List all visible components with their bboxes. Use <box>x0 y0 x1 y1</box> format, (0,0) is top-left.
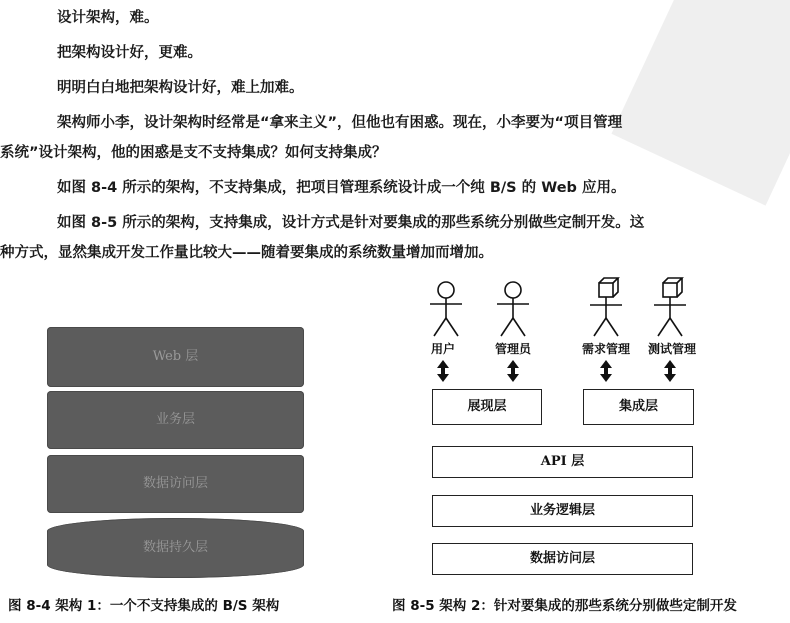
test-system-actor-icon <box>654 278 686 336</box>
paragraph-5: 如图 8-4 所示的架构，不支持集成，把项目管理系统设计成一个纯 B/S 的 Web 应用。 <box>57 180 626 196</box>
requirements-arrow-icon <box>600 360 612 382</box>
integration-layer-box: 集成层 <box>583 389 694 425</box>
layer-persistence: 数据持久层 <box>47 518 304 578</box>
layer-data-access: 数据访问层 <box>47 455 304 513</box>
paragraph-3: 明明白白地把架构设计好，难上加难。 <box>57 80 304 96</box>
actor-label-admin: 管理员 <box>494 342 531 356</box>
figure-8-4-caption: 图 8-4 架构 1：一个不支持集成的 B/S 架构 <box>8 598 280 614</box>
figure-8-5-caption: 图 8-5 架构 2：针对要集成的那些系统分别做些定制开发 <box>392 598 737 614</box>
actor-label-test: 测试管理 <box>647 342 696 356</box>
paragraph-4-line-1: 架构师小李，设计架构时经常是“拿来主义”，但他也有困惑。现在，小李要为“项目管理 <box>57 115 623 131</box>
actor-label-user: 用户 <box>430 342 455 356</box>
paragraph-6-line-1: 如图 8-5 所示的架构，支持集成，设计方式是针对要集成的那些系统分别做些定制开发。这 <box>57 215 645 231</box>
test-arrow-icon <box>664 360 676 382</box>
admin-actor-icon <box>497 282 529 336</box>
user-arrow-icon <box>437 360 449 382</box>
layer-web: Web 层 <box>47 327 304 387</box>
layer-business: 业务层 <box>47 391 304 449</box>
paragraph-2: 把架构设计好，更难。 <box>57 45 202 61</box>
api-layer-box: API 层 <box>432 446 693 478</box>
data-access-layer-box: 数据访问层 <box>432 543 693 575</box>
admin-arrow-icon <box>507 360 519 382</box>
requirements-system-actor-icon <box>590 278 622 336</box>
presentation-layer-box: 展现层 <box>432 389 542 425</box>
paragraph-6-line-2: 种方式，显然集成开发工作量比较大——随着要集成的系统数量增加而增加。 <box>0 245 493 261</box>
user-actor-icon <box>430 282 462 336</box>
paragraph-4-line-2: 系统”设计架构，他的困惑是支不支持集成？如何支持集成？ <box>0 145 387 161</box>
business-logic-layer-box: 业务逻辑层 <box>432 495 693 527</box>
actor-label-requirements: 需求管理 <box>581 342 630 356</box>
paragraph-1: 设计架构，难。 <box>57 10 159 26</box>
double-arrow-icons <box>437 360 676 382</box>
